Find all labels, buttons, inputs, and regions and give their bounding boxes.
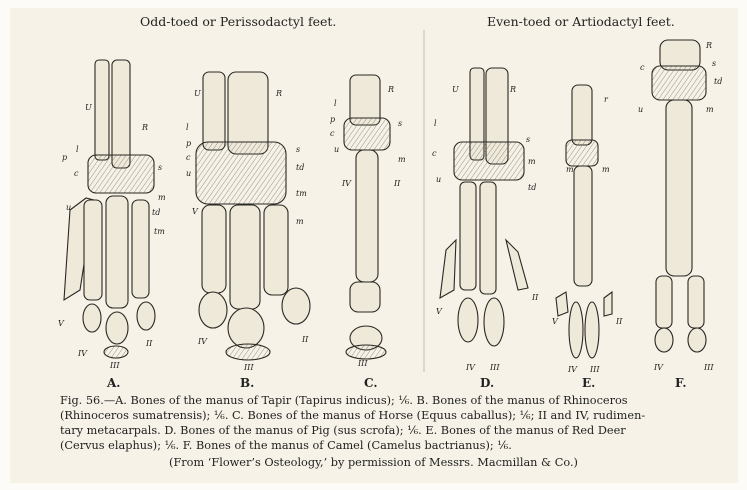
metacarpal-2 — [264, 205, 288, 295]
label-c-digit-iii: III — [358, 359, 368, 368]
figure-label-a: A. — [107, 376, 121, 390]
figure-label-e: E. — [582, 376, 596, 390]
label-b-digit-iii: III — [244, 363, 254, 372]
dew-claw-5 — [556, 292, 568, 316]
carpals — [454, 142, 524, 180]
hoof-3 — [585, 302, 599, 358]
label-b-scaphoid: s — [296, 145, 301, 154]
metacarpal-4 — [460, 182, 476, 290]
metacarpal-5 — [440, 240, 456, 298]
label-c-digit-ii: II — [394, 179, 401, 188]
ulna — [95, 60, 109, 160]
phalanx-3 — [228, 308, 264, 348]
label-e-metacarpal-left: m — [566, 165, 574, 174]
label-b-ulna: U — [194, 89, 201, 98]
figure-c-horse — [344, 75, 390, 359]
toe-3 — [688, 328, 706, 352]
label-a-trapezium: tm — [154, 227, 165, 236]
label-c-radius: R — [388, 85, 395, 94]
label-b-magnum: m — [296, 217, 304, 226]
carpals — [344, 118, 390, 150]
hoof-3 — [484, 298, 504, 346]
label-b-trapezium: tm — [296, 189, 307, 198]
metacarpal-2 — [132, 200, 149, 298]
label-d-trapezoid: td — [528, 183, 537, 192]
metacarpal-3 — [356, 150, 378, 282]
label-e-digit-ii: II — [616, 317, 623, 326]
label-d-digit-ii: II — [532, 293, 539, 302]
caption-line-1: Fig. 56.—A. Bones of the manus of Tapir (Tapirus indicus); ⅙. B. Bones of the manus of Rhinoceros — [60, 394, 628, 407]
carpals — [566, 140, 598, 166]
label-a-digit-ii: II — [146, 339, 153, 348]
heading-perissodactyl: Odd-toed or Perissodactyl feet. — [140, 14, 337, 29]
label-a-magnum: m — [158, 193, 166, 202]
caption-line-4: (Cervus elaphus); ⅙. F. Bones of the manus of Camel (Camelus bactrianus); ⅙. — [60, 439, 512, 452]
hoof-4 — [458, 298, 478, 342]
label-a-pisiform: p — [62, 153, 68, 162]
figure-a-tapir — [64, 60, 155, 358]
figure-caption — [60, 393, 710, 453]
label-c-scaphoid: s — [398, 119, 403, 128]
caption-credit: (From ‘Flower’s Osteology,’ by permission of Messrs. Macmillan & Co.) — [169, 456, 578, 469]
caption-line-3: tary metacarpals. D. Bones of the manus of Pig (sus scrofa); ⅙. E. Bones of the manus of Red Deer — [60, 424, 626, 437]
phalanx-1 — [350, 282, 380, 312]
label-b-unciform: u — [186, 169, 192, 178]
dew-claw-2 — [604, 292, 612, 316]
label-a-radius: R — [142, 123, 149, 132]
heading-artiodactyl: Even-toed or Artiodactyl feet. — [487, 14, 675, 29]
label-a-trapezoid: td — [152, 208, 161, 217]
label-d-digit-iv: IV — [466, 363, 475, 372]
label-b-pisiform: p — [186, 139, 192, 148]
carpals — [88, 155, 154, 193]
figure-label-d: D. — [480, 376, 495, 390]
label-b-trapezoid: td — [296, 163, 305, 172]
figure-b-rhinoceros — [196, 72, 310, 360]
phalanx-4 — [656, 276, 672, 328]
label-f-magnum: m — [706, 105, 714, 114]
metacarpal-4 — [202, 205, 226, 293]
hoof-4 — [569, 302, 583, 358]
label-c-lunar: l — [334, 99, 337, 108]
label-f-digit-iii: III — [704, 363, 714, 372]
metacarpal-4 — [84, 200, 102, 300]
label-c-pisiform: p — [330, 115, 336, 124]
label-f-unciform: u — [638, 105, 644, 114]
carpals — [652, 66, 706, 100]
metacarpal-3 — [480, 182, 496, 294]
label-d-lunar: l — [434, 119, 437, 128]
metacarpal-3 — [106, 196, 128, 308]
metacarpal-2 — [506, 240, 528, 290]
figure-e-red-deer — [556, 85, 612, 358]
label-d-digit-iii: III — [490, 363, 500, 372]
label-a-digit-iii: III — [110, 361, 120, 370]
label-e-digit-v: V — [552, 317, 558, 326]
hoof — [346, 345, 386, 359]
label-a-cuneiform: c — [74, 169, 79, 178]
label-e-digit-iii: III — [590, 365, 600, 374]
label-b-lunar: l — [186, 123, 189, 132]
carpals — [196, 142, 286, 204]
label-d-unciform: u — [436, 175, 442, 184]
metacarpal-3 — [230, 205, 260, 309]
metacarpal — [666, 100, 692, 276]
label-b-radius: R — [276, 89, 283, 98]
label-b-cuneiform: c — [186, 153, 191, 162]
label-d-cuneiform: c — [432, 149, 437, 158]
label-a-lunar: l — [76, 145, 79, 154]
metacarpal — [574, 166, 592, 286]
label-e-metacarpal-right: m — [602, 165, 610, 174]
ulna — [203, 72, 225, 150]
phalanx-2 — [282, 288, 310, 324]
figure-label-f: F. — [675, 376, 687, 390]
figure-label-b: B. — [240, 376, 255, 390]
phalanx-4 — [83, 304, 101, 332]
radius — [112, 60, 130, 168]
label-c-unciform: u — [334, 145, 340, 154]
radius — [572, 85, 592, 145]
label-a-ulna: U — [85, 103, 92, 112]
label-c-digit-iv: IV — [342, 179, 351, 188]
label-a-unciform: u — [66, 203, 72, 212]
figure-label-c: C. — [364, 376, 378, 390]
caption-line-2: (Rhinoceros sumatrensis); ⅙. C. Bones of the manus of Horse (Equus caballus); ⅙; II and IV, rudimen- — [60, 409, 646, 422]
label-d-radius: R — [510, 85, 517, 94]
label-e-radius: r — [604, 95, 608, 104]
phalanx-3 — [688, 276, 704, 328]
label-f-digit-iv: IV — [654, 363, 663, 372]
label-a-digit-v: V — [58, 319, 64, 328]
phalanx-3 — [106, 312, 128, 344]
label-e-digit-iv: IV — [568, 365, 577, 374]
label-a-digit-iv: IV — [78, 349, 87, 358]
figure-d-pig — [440, 68, 531, 346]
label-b-digit-iv: IV — [198, 337, 207, 346]
label-f-cuneiform: c — [640, 63, 645, 72]
label-d-scaphoid: s — [526, 135, 531, 144]
label-b-digit-ii: II — [302, 335, 309, 344]
label-f-trapezoid: td — [714, 77, 723, 86]
hoof-3 — [104, 346, 128, 358]
hoof-3 — [226, 344, 270, 360]
label-d-magnum: m — [528, 157, 536, 166]
label-d-ulna: U — [452, 85, 459, 94]
phalanx-4 — [199, 292, 227, 328]
label-f-radius: R — [706, 41, 713, 50]
label-f-scaphoid: s — [712, 59, 717, 68]
label-a-scaphoid: s — [158, 163, 163, 172]
phalanx-2 — [137, 302, 155, 330]
toe-4 — [655, 328, 673, 352]
label-d-digit-v: V — [436, 307, 442, 316]
label-c-magnum: m — [398, 155, 406, 164]
label-b-digit-v: V — [192, 207, 198, 216]
label-c-cuneiform: c — [330, 129, 335, 138]
figure-f-camel — [652, 40, 706, 352]
